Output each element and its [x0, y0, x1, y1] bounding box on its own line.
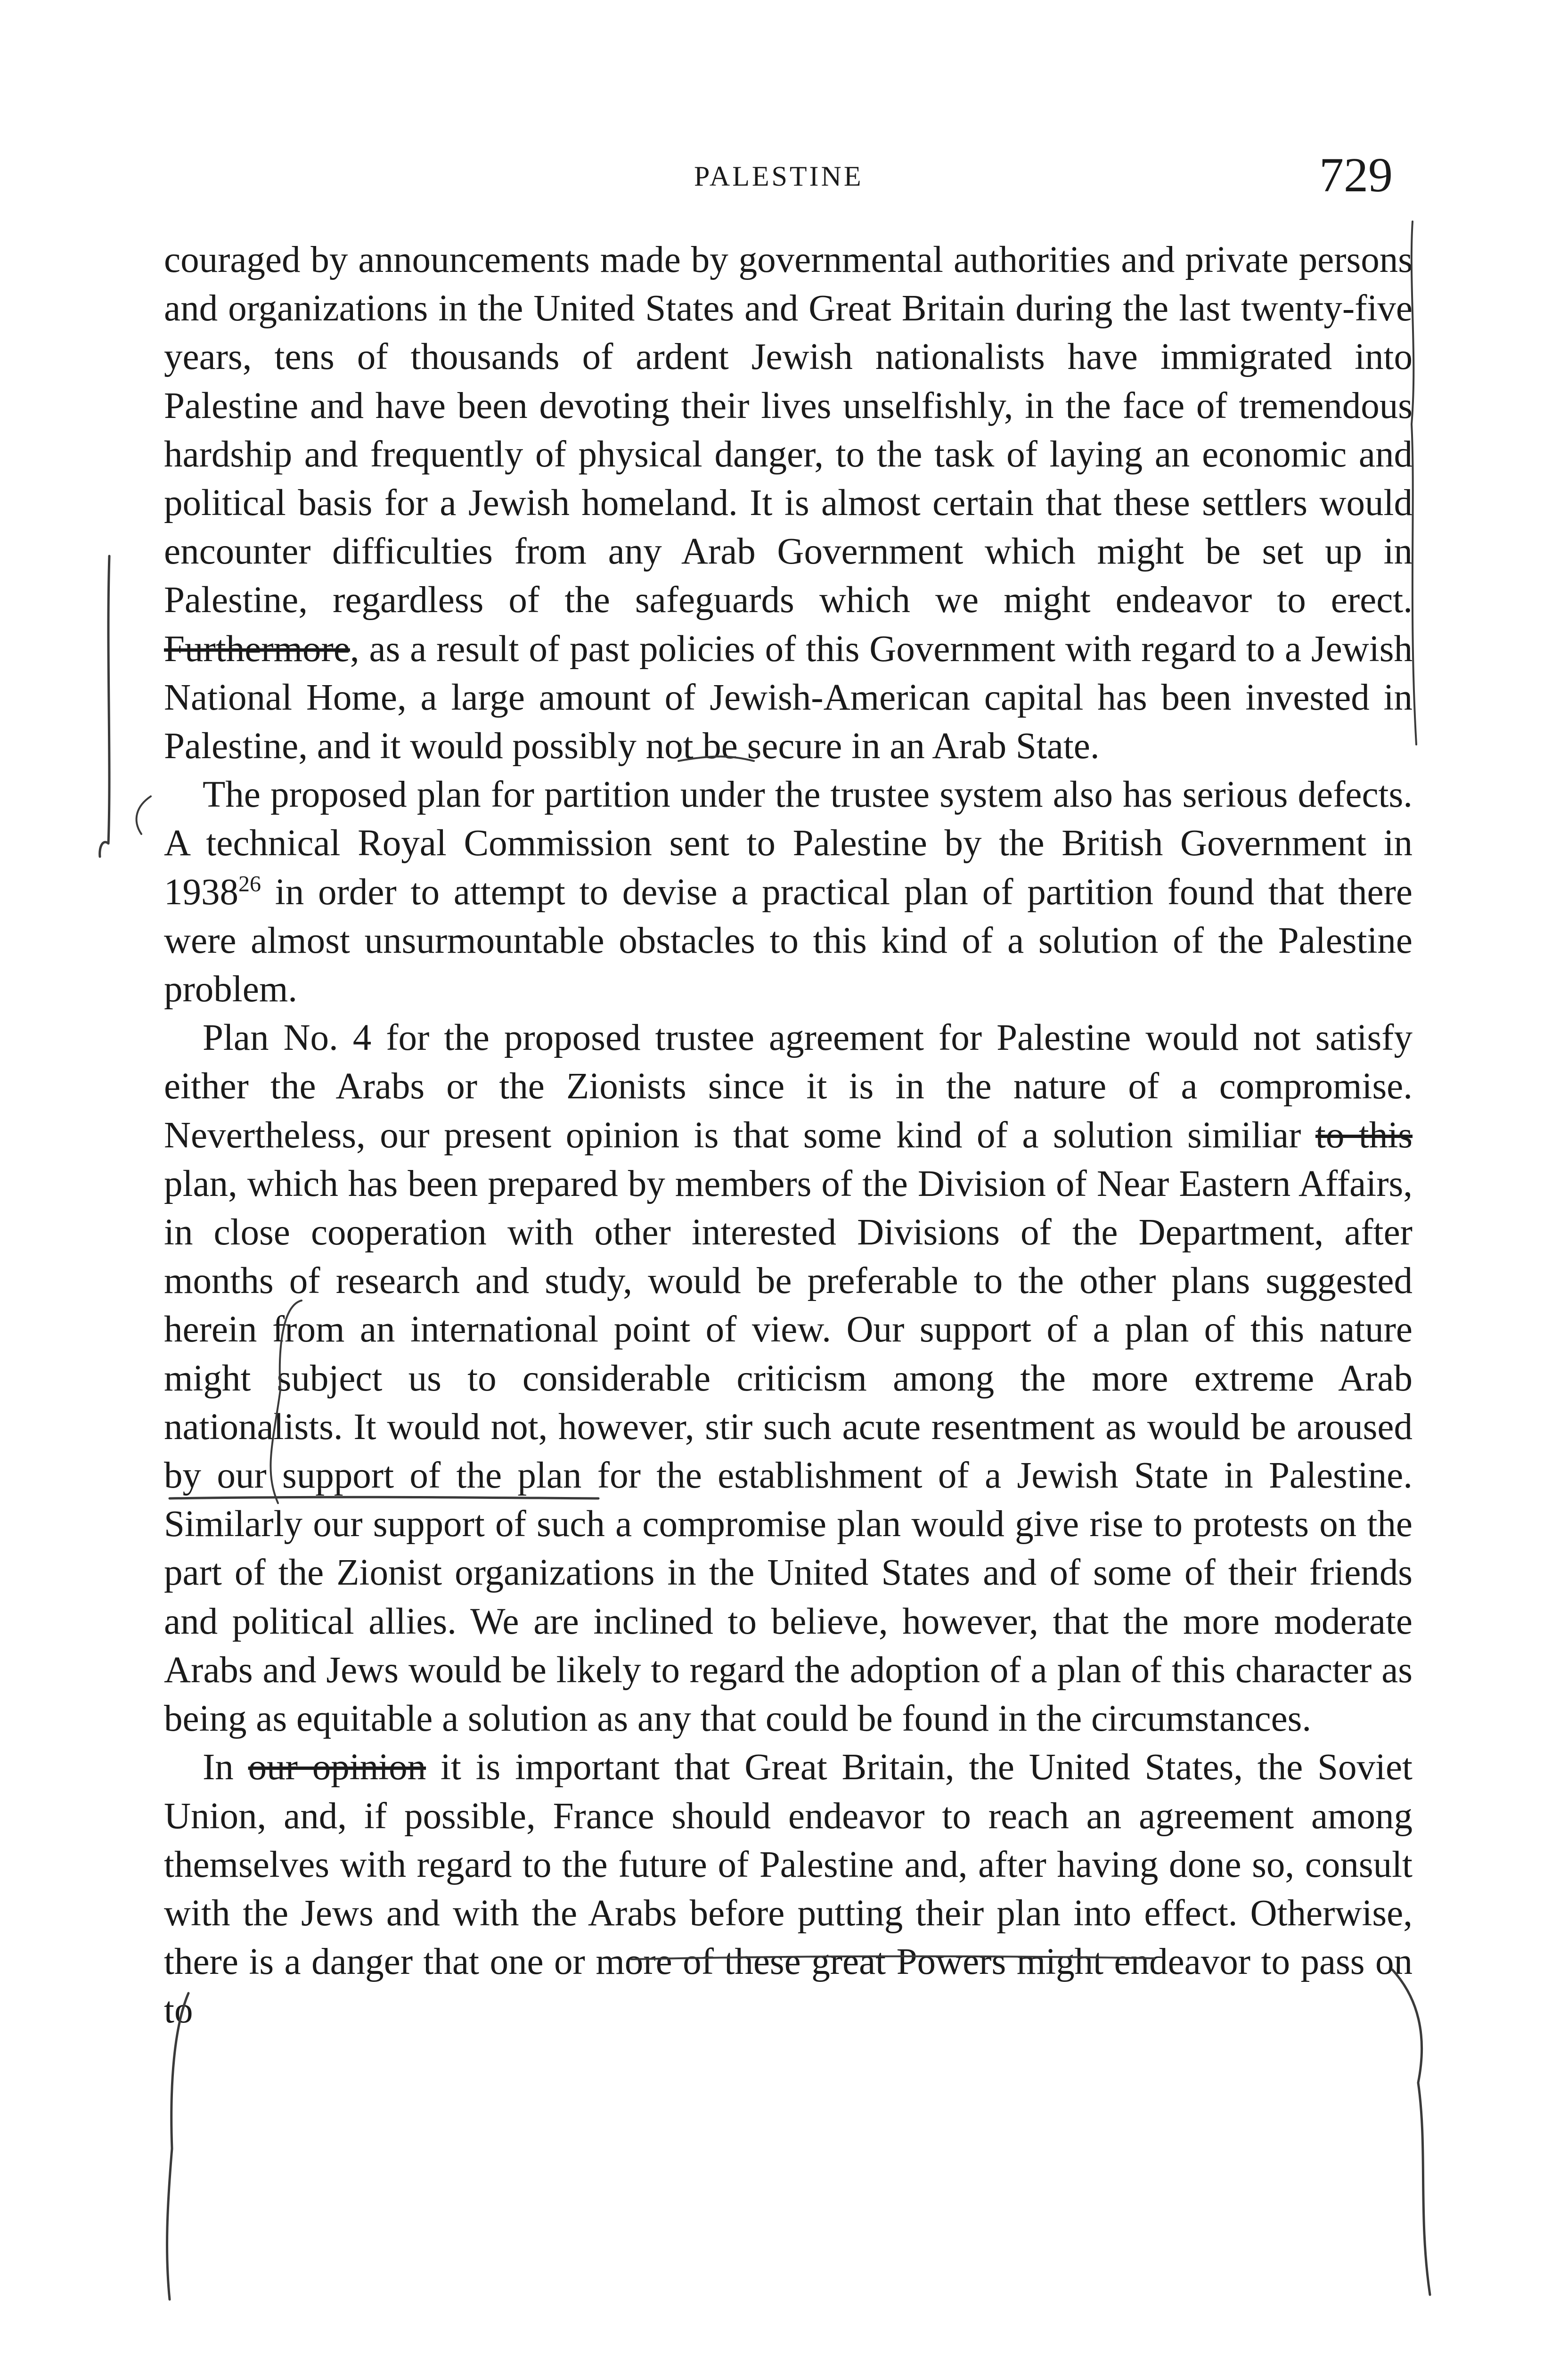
- paragraph-2-text-a: The proposed plan for partition under the trustee system also has serious defects. A technical Royal Commission sent to Palestine by the British Government in 1938: [164, 774, 1413, 913]
- page-number: 729: [1319, 148, 1393, 202]
- paragraph-4-text-a: In: [203, 1747, 248, 1788]
- footnote-reference: 26: [238, 871, 261, 897]
- paragraph-2: [164, 770, 1413, 1014]
- paragraph-3-text-b: plan, which has been prepared by members of the Division of Near Eastern Affairs, in close cooperation with other interested Divisions of the Department, after months of research and study, would be preferable to the other plans suggested herein from an international point of view. Our support of a plan of this nature might subject us to considerable criticism among the more extreme Arab nationalists. It would not, however, stir such acute resentment as would be aroused by our support of the plan for the establishment of a Jewish State in Palestine. Similarly our support of such a compromise plan would give rise to protests on the part of the Zionist organizations in the United States and of some of their friends and political allies. We are inclined to believe, however, that the more moderate Arabs and Jews would be likely to regard the adoption of a plan of this character as being as equitable a solution as any that could be found in the circumstances.: [164, 1163, 1413, 1740]
- paragraph-3: [164, 1014, 1413, 1743]
- paragraph-4: [164, 1743, 1413, 2035]
- paragraph-1-text: couraged by announcements made by governmental authorities and private persons and organizations in the United States and Great Britain during the last twenty-five years, tens of thousands of ardent Jewish nationalists have immigrated into Palestine and have been devoting their lives unselfishly, in the face of tremendous hardship and frequently of physical danger, to the task of laying an economic and political basis for a Jewish homeland. It is almost certain that these settlers would encounter difficulties from any Arab Government which might be set up in Palestine, regardless of the safeguards which we might endeavor to erect.: [164, 239, 1413, 621]
- bracket-amount: [137, 796, 151, 834]
- body-text: [164, 236, 1413, 2035]
- paragraph-3-text-a: Plan No. 4 for the proposed trustee agreement for Palestine would not satisfy either the Arabs or the Zionists since it is in the nature of a compromise. Nevertheless, our present opinion is that some kind of a solution similiar: [164, 1017, 1413, 1156]
- struck-text-to-this: to this: [1315, 1114, 1413, 1156]
- paragraph-1-tail: , as a result of past policies of this Government with regard to a Jewish National Home, a large amount of Jewish-American capital has been invested in Palestine, and it would possibly not be secure in an Arab State.: [164, 628, 1413, 767]
- margin-bracket-left-3: [167, 1993, 188, 2299]
- struck-text-furthermore: Furthermore: [164, 628, 350, 670]
- paragraph-1: [164, 236, 1413, 770]
- paragraph-2-text-b: in order to attempt to devise a practical plan of partition found that there were almost unsurmountable obstacles to this kind of a solution of the Palestine problem.: [164, 871, 1413, 1010]
- margin-bracket-left-1: [100, 556, 109, 857]
- running-title: PALESTINE: [694, 161, 864, 192]
- struck-text-our-opinion: our opinion: [248, 1747, 426, 1788]
- paragraph-4-text-b: it is important that Great Britain, the United States, the Soviet Union, and, if possible, France should endeavor to reach an agreement among themselves with regard to the future of Palestine and, after having done so, consult with the Jews and with the Arabs before putting their plan into effect. Otherwise, there is a danger that one or more of these great Powers might endeavor to pass on to: [164, 1747, 1413, 2031]
